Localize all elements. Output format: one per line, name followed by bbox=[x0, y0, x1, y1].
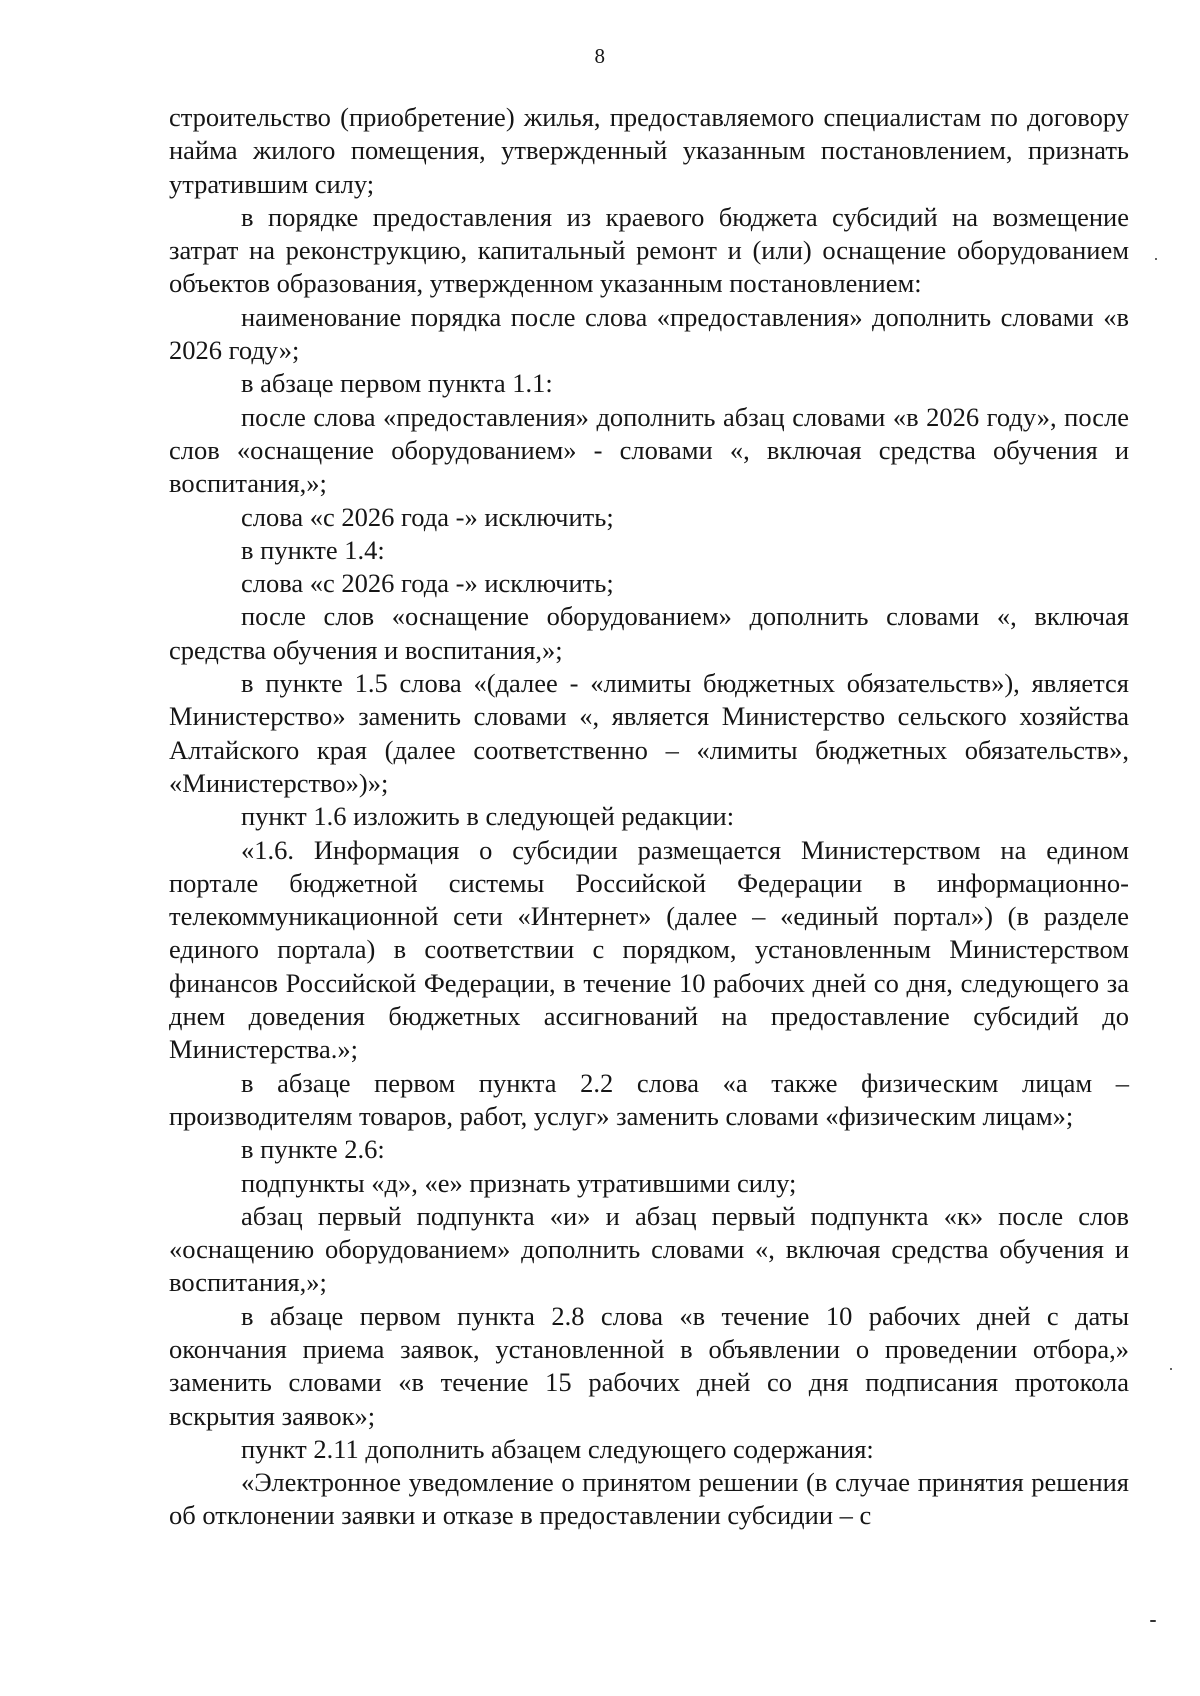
paragraph: после слова «предоставления» дополнить абзац словами «в 2026 году», после слов «оснащение оборудованием» - словами «, включая средства обучения и воспитания,»; bbox=[169, 401, 1129, 499]
paragraph: строительство (приобретение) жилья, предоставляемого специалистам по договору найма жилого помещения, утвержденный указанным постановлением, признать утратившим силу; bbox=[169, 102, 1129, 199]
paragraph: наименование порядка после слова «предоставления» дополнить словами «в 2026 году»; bbox=[169, 301, 1129, 366]
paragraph: в пункте 1.4: bbox=[241, 534, 385, 565]
paragraph: пункт 1.6 изложить в следующей редакции: bbox=[241, 801, 735, 832]
paragraph: в порядке предоставления из краевого бюджета субсидий на возмещение затрат на реконструкцию, капитальный ремонт и (или) оснащение оборудованием объектов образования, утвержденном указанным постановлением: bbox=[169, 201, 1129, 299]
paragraph: «1.6. Информация о субсидии размещается Министерством на едином портале бюджетной системы Российской Федерации в информационно-телекоммуникационной сети «Интернет» (далее – «единый портал») (в разделе единого портала) в соответствии с порядком, установленным Министерством финансов Российской Федерации, в течение 10 рабочих дней со дня, следующего за днем доведения бюджетных ассигнований на предоставление субсидий до Министерства.»; bbox=[169, 834, 1129, 1065]
paragraph: в абзаце первом пункта 2.2 слова «а также физическим лицам – производителям товаров, работ, услуг» заменить словами «физическим лицам»; bbox=[169, 1067, 1129, 1131]
paragraph: в абзаце первом пункта 2.8 слова «в течение 10 рабочих дней с даты окончания приема заявок, установленной в объявлении о проведении отбора,» заменить словами «в течение 15 рабочих дней со дня подписания протокола вскрытия заявок»; bbox=[169, 1300, 1129, 1431]
paragraph: слова «с 2026 года -» исключить; bbox=[241, 501, 614, 532]
paragraph: после слов «оснащение оборудованием» дополнить словами «, включая средства обучения и воспитания,»; bbox=[169, 601, 1129, 665]
paragraph: абзац первый подпункта «и» и абзац первый подпункта «к» после слов «оснащению оборудованием» дополнить словами «, включая средства обучения и воспитания,»; bbox=[169, 1200, 1129, 1298]
paragraph: слова «с 2026 года -» исключить; bbox=[241, 568, 614, 599]
page-number: 8 bbox=[594, 44, 606, 68]
scan-speck bbox=[1170, 1368, 1172, 1370]
scan-speck bbox=[1155, 258, 1157, 260]
paragraph: в абзаце первом пункта 1.1: bbox=[241, 368, 553, 399]
paragraph: в пункте 2.6: bbox=[241, 1134, 385, 1165]
paragraph: пункт 2.11 дополнить абзацем следующего содержания: bbox=[241, 1433, 874, 1464]
paragraph: «Электронное уведомление о принятом решении (в случае принятия решения об отклонении заявки и отказе в предоставлении субсидии – с bbox=[169, 1467, 1129, 1531]
document-body bbox=[169, 101, 1129, 1533]
scan-speck bbox=[1150, 1620, 1156, 1622]
paragraph: подпункты «д», «е» признать утратившими силу; bbox=[241, 1167, 797, 1198]
paragraph: в пункте 1.5 слова «(далее - «лимиты бюджетных обязательств»), является Министерство» заменить словами «, является Министерство сельского хозяйства Алтайского края (далее соответственно – «лимиты бюджетных обязательств», «Министерство»)»; bbox=[169, 668, 1129, 798]
